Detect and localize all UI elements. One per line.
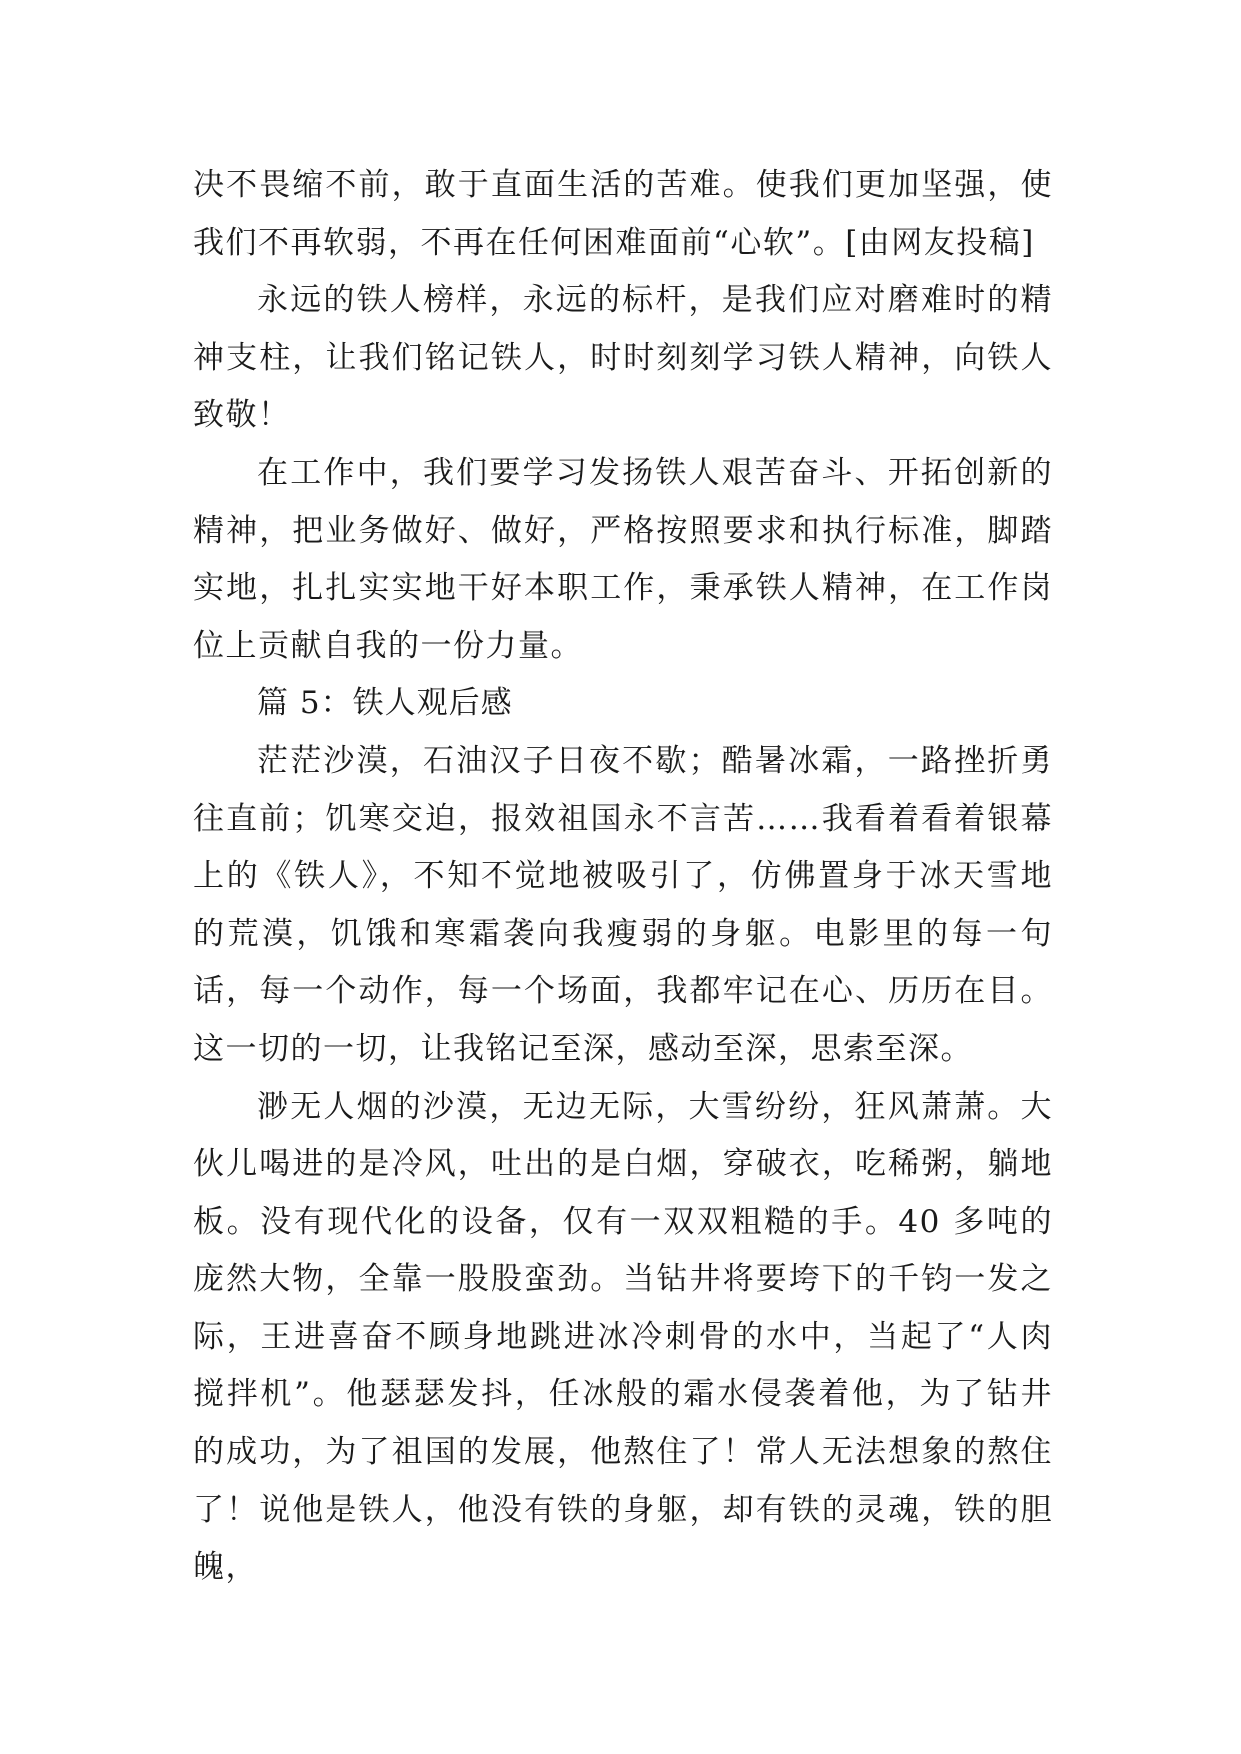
body-text xyxy=(193,157,1053,1597)
paragraph-tribute: 永远的铁人榜样，永远的标杆，是我们应对磨难时的精神支柱，让我们铭记铁人，时时刻刻学习铁人精神，向铁人致敬！ xyxy=(193,282,1053,434)
section-heading: 篇 5：铁人观后感 xyxy=(257,685,513,722)
paragraph-desert-story: 渺无人烟的沙漠，无边无际，大雪纷纷，狂风萧萧。大伙儿喝进的是冷风，吐出的是白烟，穿破衣，吃稀粥，躺地板。没有现代化的设备，仅有一双双粗糙的手。40 多吨的庞然大物，全靠一股股蛮劲。当钻井将要垮下的千钧一发之际，王进喜奋不顾身地跳进冰冷刺骨的水中，当起了“人肉搅拌机”。他瑟瑟发抖，任冰般的霜水侵袭着他，为了钻井的成功，为了祖国的发展，他熬住了！常人无法想象的熬住了！说他是铁人，他没有铁的身躯，却有铁的灵魂，铁的胆魄， xyxy=(193,1088,1053,1586)
paragraph-work-spirit: 在工作中，我们要学习发扬铁人艰苦奋斗、开拓创新的精神，把业务做好、做好，严格按照要求和执行标准，脚踏实地，扎扎实实地干好本职工作，秉承铁人精神，在工作岗位上贡献自我的一份力量。 xyxy=(193,454,1053,664)
paragraph-continuation: 决不畏缩不前，敢于直面生活的苦难。使我们更加坚强，使我们不再软弱，不再在任何困难面前“心软”。[由网友投稿] xyxy=(193,167,1053,261)
paragraph-desert-intro: 茫茫沙漠，石油汉子日夜不歇；酷暑冰霜，一路挫折勇往直前；饥寒交迫，报效祖国永不言苦……我看着看着银幕上的《铁人》，不知不觉地被吸引了，仿佛置身于冰天雪地的荒漠，饥饿和寒霜袭向我瘦弱的身躯。电影里的每一句话，每一个动作，每一个场面，我都牢记在心、历历在目。这一切的一切，让我铭记至深，感动至深，思索至深。 xyxy=(193,742,1053,1067)
